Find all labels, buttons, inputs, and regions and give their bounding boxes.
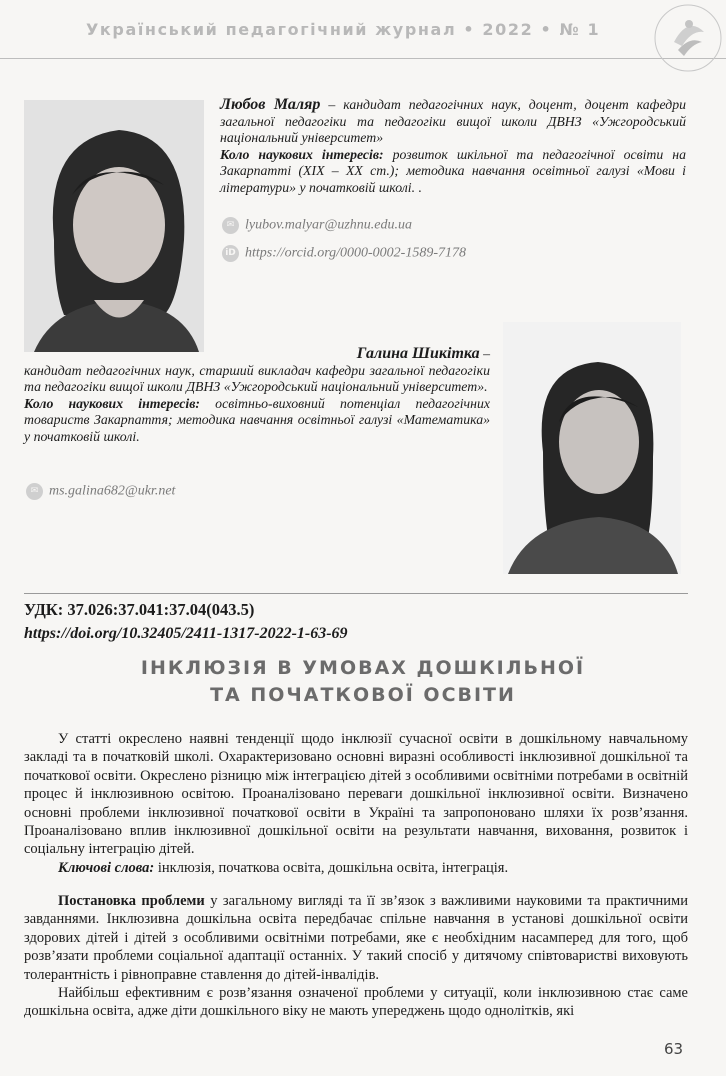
abstract [24,730,688,877]
envelope-icon: ✉ [26,483,43,500]
author1-photo [24,100,204,352]
page-number: 63 [664,1040,684,1058]
author2-interests-label: Коло наукових інтересів: [24,395,201,411]
keywords: Ключові слова: інклюзія, початкова освіта, дошкільна освіта, інтеграція. [58,859,509,876]
author1-interests-label: Коло наукових інтересів: [220,146,384,162]
paragraph-2: Найбільш ефективним є розв’язання означеної проблеми у ситуації, коли інклюзивною стає саме дошкільна освіта, адже діти дошкільного віку не мають упереджень щодо однолітків, які [24,985,688,1020]
body-text [24,892,688,1021]
section-divider [24,593,688,594]
udk-code: УДК: 37.026:37.041:37.04(043.5) [24,600,255,619]
author2-bio: Галина Шикітка – кандидат педагогічних наук, старший викладач кафедри загальної педагогіки та педагогіки вищої школи ДВНЗ «Ужгородський національний університет». Коло наукових інтересів: освітньо-виховний потенціал педагогічних товариств Закарпаття; методика навчання освітньої галузі «Математика» у початковій школі. [24,345,490,444]
author2-name: Галина Шикітка [356,345,480,362]
author2-photo [503,322,681,574]
author2-email[interactable]: ✉ ms.galina682@ukr.net [26,483,175,500]
article-title: ІНКЛЮЗІЯ В УМОВАХ ДОШКІЛЬНОЇ ТА ПОЧАТКОВОЇ ОСВІТИ [140,657,586,706]
institute-logo [652,2,724,74]
paragraph-problem: Постановка проблеми у загальному вигляді та її зв’язок з важливими науковими та практичними завданнями. Інклюзивна дошкільна освіта передбачає спільне навчання в установі дошкільної освіти здорових дітей і дітей з особливими освітніми потребами, яке є необхідним насамперед для того, щоб розв’язати проблеми соціальної адаптації останніх. У такий спосіб у дитячому співтоваристві виховують толерантність і рівноправне ставлення до дітей-інвалідів. [24,893,688,983]
author1-orcid[interactable]: iD https://orcid.org/0000-0002-1589-7178 [222,245,466,262]
envelope-icon: ✉ [222,217,239,234]
author1-bio: Любов Маляр – кандидат педагогічних наук, доцент, доцент кафедри загальної педагогіки та педагогіки вищої школи ДВНЗ «Ужгородський національний університет» Коло наукових інтересів: розвиток шкільної та педагогічної освіти на Закарпатті (XIX – XX ст.); методика навчання освітньої галузі «Мови і літератури» у початковій школі. . [220,96,686,195]
orcid-icon: iD [222,245,239,262]
author1-name: Любов Маляр [220,96,321,113]
author1-email[interactable]: ✉ lyubov.malyar@uzhnu.edu.ua [222,217,412,234]
doi-link[interactable]: https://doi.org/10.32405/2411-1317-2022-1-63-69 [24,625,348,642]
abstract-text: У статті окреслено наявні тенденції щодо інклюзії сучасної освіти в дошкільному навчальному закладі та в початковій школі. Охарактеризовано основні виразні особливості інклюзивної дошкільної та початкової освіти. Окреслено різницю між інтеграцією дітей з особливими освітніми потребами в освітній процес й інклюзивною освітою. Проаналізовано переваги дошкільної інклюзивної освіти. Визначено основні проблеми інклюзивної початкової освіти в Україні та запропоновано шляхи їх розв’язання. Проаналізовано вплив інклюзивної дошкільної освіти на результати навчання, виховання, розвиток і соціальну інтеграцію дітей. [24,731,688,858]
journal-title: Український педагогічний журнал • 2022 • № 1 [86,20,601,39]
